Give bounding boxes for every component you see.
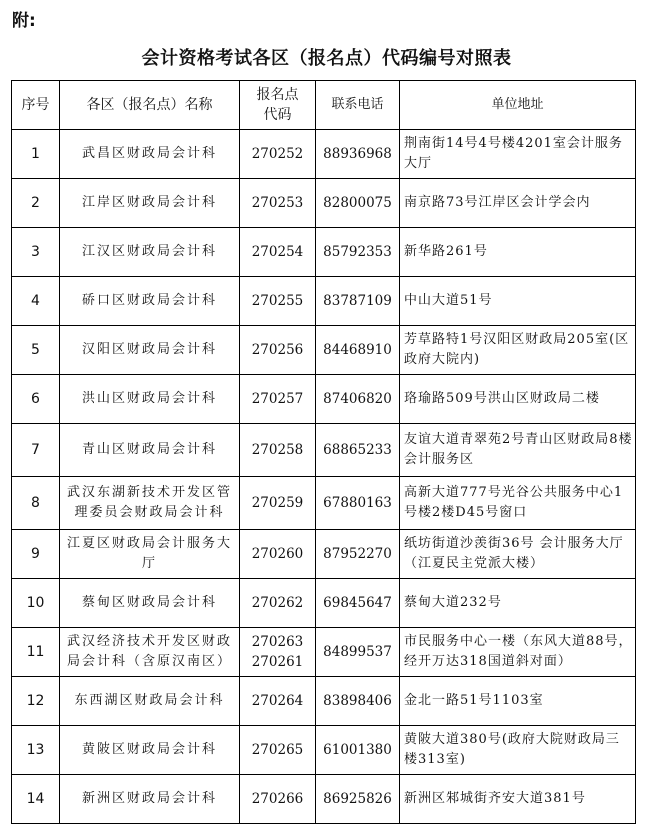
org-name: 蔡甸区财政局会计科 bbox=[60, 579, 240, 628]
phone-number: 61001380 bbox=[316, 726, 400, 775]
table-row bbox=[12, 579, 636, 628]
code-table bbox=[11, 80, 636, 824]
row-index: 12 bbox=[12, 677, 60, 726]
phone-number: 87406820 bbox=[316, 375, 400, 424]
phone-number: 83898406 bbox=[316, 677, 400, 726]
phone-number: 82800075 bbox=[316, 179, 400, 228]
row-index: 7 bbox=[12, 424, 60, 477]
phone-number: 88936968 bbox=[316, 130, 400, 179]
row-index: 6 bbox=[12, 375, 60, 424]
header-address: 单位地址 bbox=[400, 81, 636, 130]
phone-number: 84899537 bbox=[316, 628, 400, 677]
row-index: 11 bbox=[12, 628, 60, 677]
header-index: 序号 bbox=[12, 81, 60, 130]
table-row bbox=[12, 130, 636, 179]
region-code: 270259 bbox=[240, 477, 316, 530]
region-code: 270265 bbox=[240, 726, 316, 775]
page-title: 会计资格考试各区（报名点）代码编号对照表 bbox=[141, 48, 512, 69]
phone-number: 84468910 bbox=[316, 326, 400, 375]
header-code-line2: 代码 bbox=[263, 107, 292, 123]
table-row bbox=[12, 179, 636, 228]
region-code: 270257 bbox=[240, 375, 316, 424]
org-name: 武汉东湖新技术开发区管理委员会财政局会计科 bbox=[60, 477, 240, 530]
table-row bbox=[12, 530, 636, 579]
address: 中山大道51号 bbox=[400, 277, 636, 326]
address: 市民服务中心一楼（东风大道88号，经开万达318国道斜对面） bbox=[400, 628, 636, 677]
row-index: 9 bbox=[12, 530, 60, 579]
appendix-label: 附: bbox=[12, 11, 36, 31]
table-row bbox=[12, 726, 636, 775]
org-name: 黄陂区财政局会计科 bbox=[60, 726, 240, 775]
header-phone: 联系电话 bbox=[316, 81, 400, 130]
region-code: 270264 bbox=[240, 677, 316, 726]
address: 荆南街14号4号楼4201室会计服务大厅 bbox=[400, 130, 636, 179]
phone-number: 67880163 bbox=[316, 477, 400, 530]
row-index: 2 bbox=[12, 179, 60, 228]
row-index: 3 bbox=[12, 228, 60, 277]
phone-number: 85792353 bbox=[316, 228, 400, 277]
table-row bbox=[12, 477, 636, 530]
org-name: 东西湖区财政局会计科 bbox=[60, 677, 240, 726]
row-index: 1 bbox=[12, 130, 60, 179]
region-code-primary: 270263 bbox=[251, 634, 304, 650]
table-header-row bbox=[12, 81, 636, 130]
address: 南京路73号江岸区会计学会内 bbox=[400, 179, 636, 228]
org-name: 青山区财政局会计科 bbox=[60, 424, 240, 477]
header-code-line1: 报名点 bbox=[256, 87, 299, 103]
region-code: 270256 bbox=[240, 326, 316, 375]
row-index: 14 bbox=[12, 775, 60, 824]
table-row bbox=[12, 228, 636, 277]
phone-number: 68865233 bbox=[316, 424, 400, 477]
table-row bbox=[12, 424, 636, 477]
org-name: 武昌区财政局会计科 bbox=[60, 130, 240, 179]
table-row bbox=[12, 677, 636, 726]
org-name: 汉阳区财政局会计科 bbox=[60, 326, 240, 375]
org-name: 新洲区财政局会计科 bbox=[60, 775, 240, 824]
region-code: 270262 bbox=[240, 579, 316, 628]
region-code: 270258 bbox=[240, 424, 316, 477]
row-index: 5 bbox=[12, 326, 60, 375]
org-name: 硚口区财政局会计科 bbox=[60, 277, 240, 326]
region-code: 270254 bbox=[240, 228, 316, 277]
org-name: 洪山区财政局会计科 bbox=[60, 375, 240, 424]
region-code: 270252 bbox=[240, 130, 316, 179]
region-code-secondary: 270261 bbox=[251, 654, 304, 670]
address: 纸坊街道沙羡街36号 会计服务大厅（江夏民主党派大楼） bbox=[400, 530, 636, 579]
phone-number: 87952270 bbox=[316, 530, 400, 579]
row-index: 13 bbox=[12, 726, 60, 775]
header-code bbox=[240, 81, 316, 130]
table-row bbox=[12, 628, 636, 677]
org-name: 江夏区财政局会计服务大厅 bbox=[60, 530, 240, 579]
phone-number: 86925826 bbox=[316, 775, 400, 824]
address: 珞瑜路509号洪山区财政局二楼 bbox=[400, 375, 636, 424]
address: 金北一路51号1103室 bbox=[400, 677, 636, 726]
address: 友谊大道青翠苑2号青山区财政局8楼会计服务区 bbox=[400, 424, 636, 477]
region-code: 270266 bbox=[240, 775, 316, 824]
region-code: 270255 bbox=[240, 277, 316, 326]
region-code: 270253 bbox=[240, 179, 316, 228]
address: 黄陂大道380号(政府大院财政局三楼313室) bbox=[400, 726, 636, 775]
address: 蔡甸大道232号 bbox=[400, 579, 636, 628]
region-code: 270260 bbox=[240, 530, 316, 579]
phone-number: 83787109 bbox=[316, 277, 400, 326]
row-index: 4 bbox=[12, 277, 60, 326]
address: 新洲区邾城街齐安大道381号 bbox=[400, 775, 636, 824]
region-code bbox=[240, 628, 316, 677]
header-name: 各区（报名点）名称 bbox=[60, 81, 240, 130]
address: 芳草路特1号汉阳区财政局205室(区政府大院内) bbox=[400, 326, 636, 375]
table-row bbox=[12, 775, 636, 824]
table-row bbox=[12, 277, 636, 326]
org-name: 江岸区财政局会计科 bbox=[60, 179, 240, 228]
row-index: 8 bbox=[12, 477, 60, 530]
phone-number: 69845647 bbox=[316, 579, 400, 628]
org-name: 江汉区财政局会计科 bbox=[60, 228, 240, 277]
address: 高新大道777号光谷公共服务中心1号楼2楼D45号窗口 bbox=[400, 477, 636, 530]
table-row bbox=[12, 375, 636, 424]
address: 新华路261号 bbox=[400, 228, 636, 277]
row-index: 10 bbox=[12, 579, 60, 628]
org-name: 武汉经济技术开发区财政局会计科（含原汉南区） bbox=[60, 628, 240, 677]
table-body bbox=[12, 130, 636, 824]
table-row bbox=[12, 326, 636, 375]
